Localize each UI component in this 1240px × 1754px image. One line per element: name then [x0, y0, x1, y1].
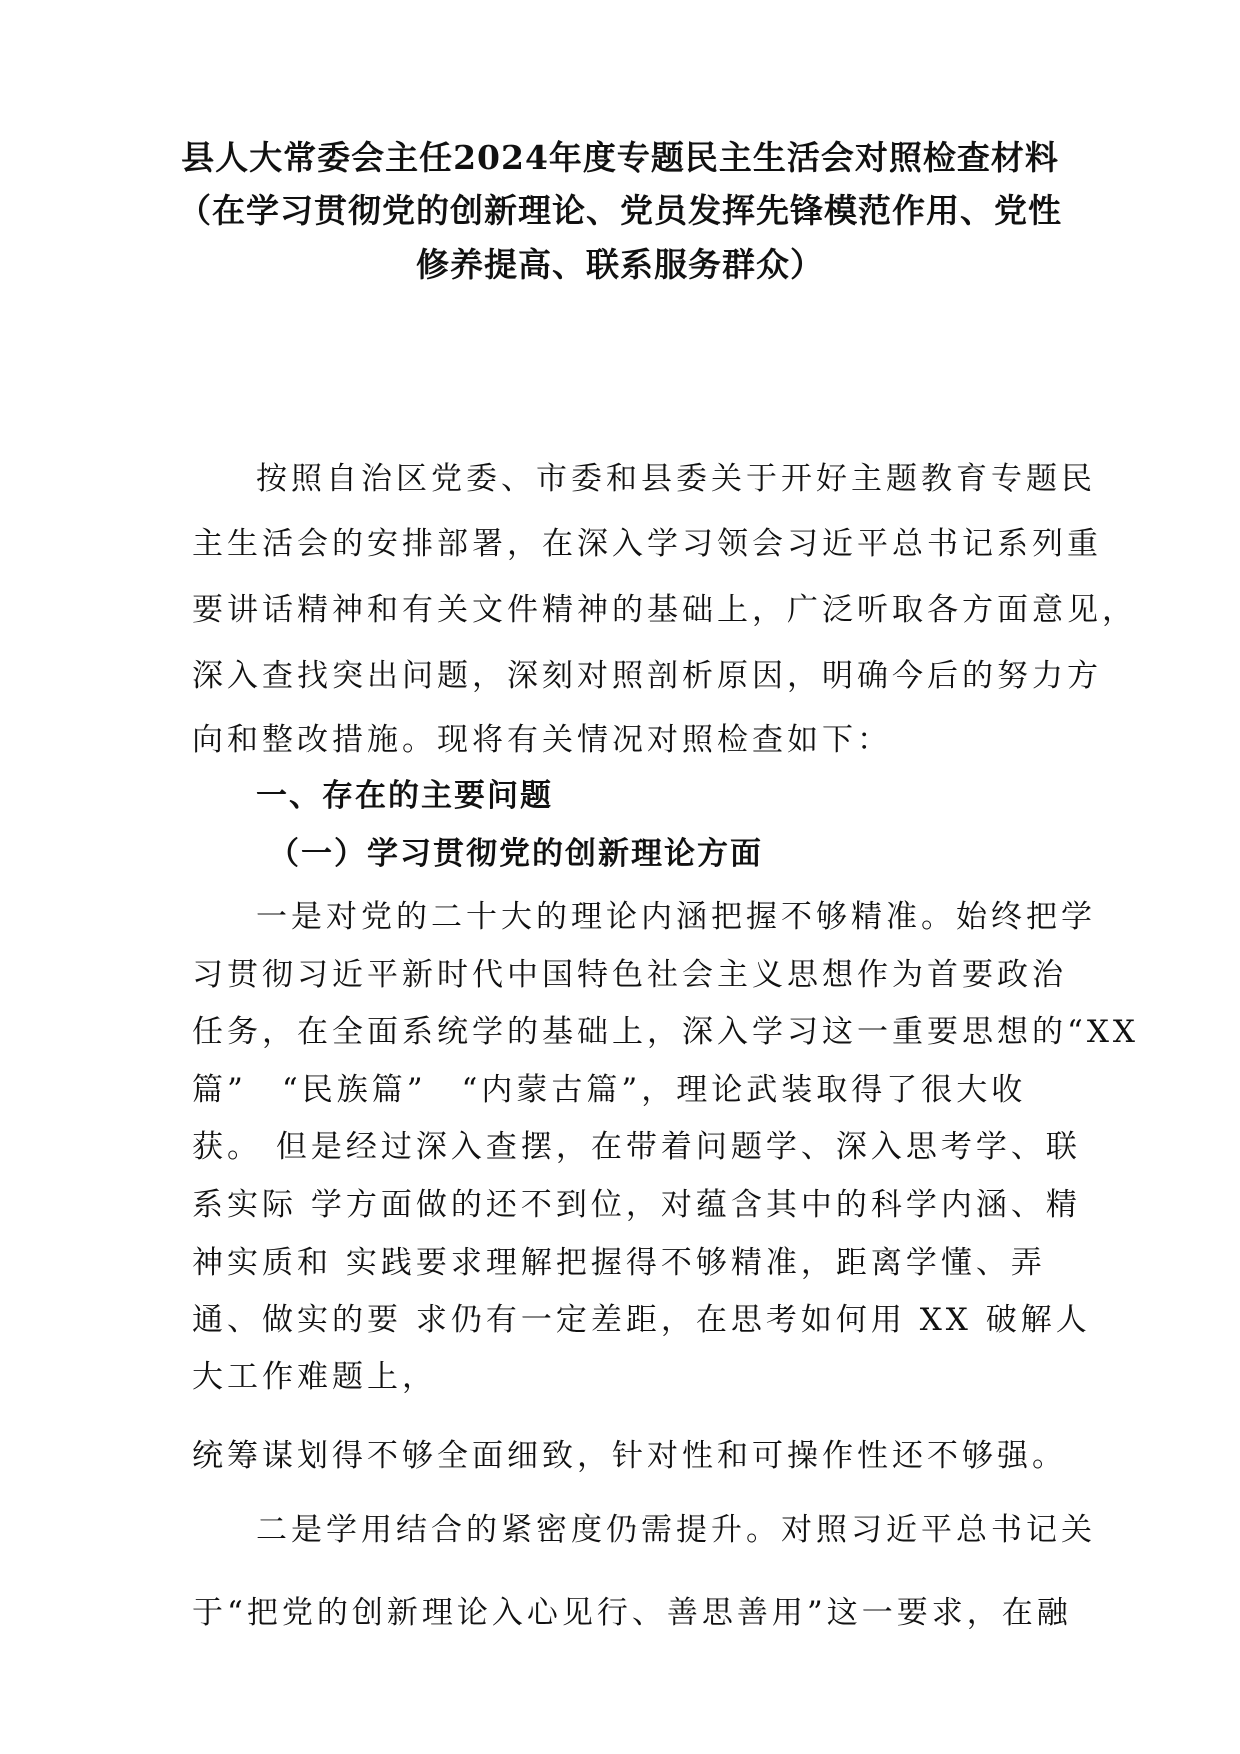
- document-title-line-1: 县人大常委会主任2024年度专题民主生活会对照检查材料: [181, 138, 1059, 177]
- body-line: 按照自治区党委、市委和县委关于开好主题教育专题民: [256, 461, 1096, 497]
- body-line: 习贯彻习近平新时代中国特色社会主义思想作为首要政治: [192, 957, 1067, 993]
- body-line: 任务，在全面系统学的基础上，深入学习这一重要思想的“XX: [192, 1014, 1139, 1050]
- body-line: 向和整改措施。现将有关情况对照检查如下：: [192, 722, 892, 758]
- body-line: 深入查找突出问题，深刻对照剖析原因，明确今后的努力方: [192, 658, 1102, 694]
- body-line: 系实际 学方面做的还不到位，对蕴含其中的科学内涵、精: [192, 1187, 1081, 1223]
- sub-section-heading: （一）学习贯彻党的创新理论方面: [268, 836, 763, 872]
- body-line: 大工作难题上，: [192, 1359, 437, 1395]
- body-line: 统筹谋划得不够全面细致，针对性和可操作性还不够强。: [192, 1438, 1067, 1474]
- document-title-line-2: （在学习贯彻党的创新理论、党员发挥先锋模范作用、党性: [178, 191, 1062, 230]
- body-line: 神实质和 实践要求理解把握得不够精准，距离学懂、弄: [192, 1245, 1046, 1281]
- body-line: 二是学用结合的紧密度仍需提升。对照习近平总书记关: [256, 1512, 1096, 1548]
- body-line: 主生活会的安排部署，在深入学习领会习近平总书记系列重: [192, 526, 1102, 562]
- body-line: 一是对党的二十大的理论内涵把握不够精准。始终把学: [256, 899, 1096, 935]
- body-line: 篇” “民族篇” “内蒙古篇”，理论武装取得了很大收: [192, 1072, 1027, 1108]
- body-line: 要讲话精神和有关文件精神的基础上，广泛听取各方面意见，: [192, 592, 1137, 628]
- section-heading: 一、存在的主要问题: [256, 778, 553, 814]
- document-title-line-3: 修养提高、联系服务群众）: [416, 245, 824, 284]
- body-line: 通、做实的要 求仍有一定差距，在思考如何用 XX 破解人: [192, 1302, 1091, 1338]
- body-line: 获。 但是经过深入查摆，在带着问题学、深入思考学、联: [192, 1129, 1081, 1165]
- body-line: 于“把党的创新理论入心见行、善思善用”这一要求，在融: [192, 1595, 1072, 1631]
